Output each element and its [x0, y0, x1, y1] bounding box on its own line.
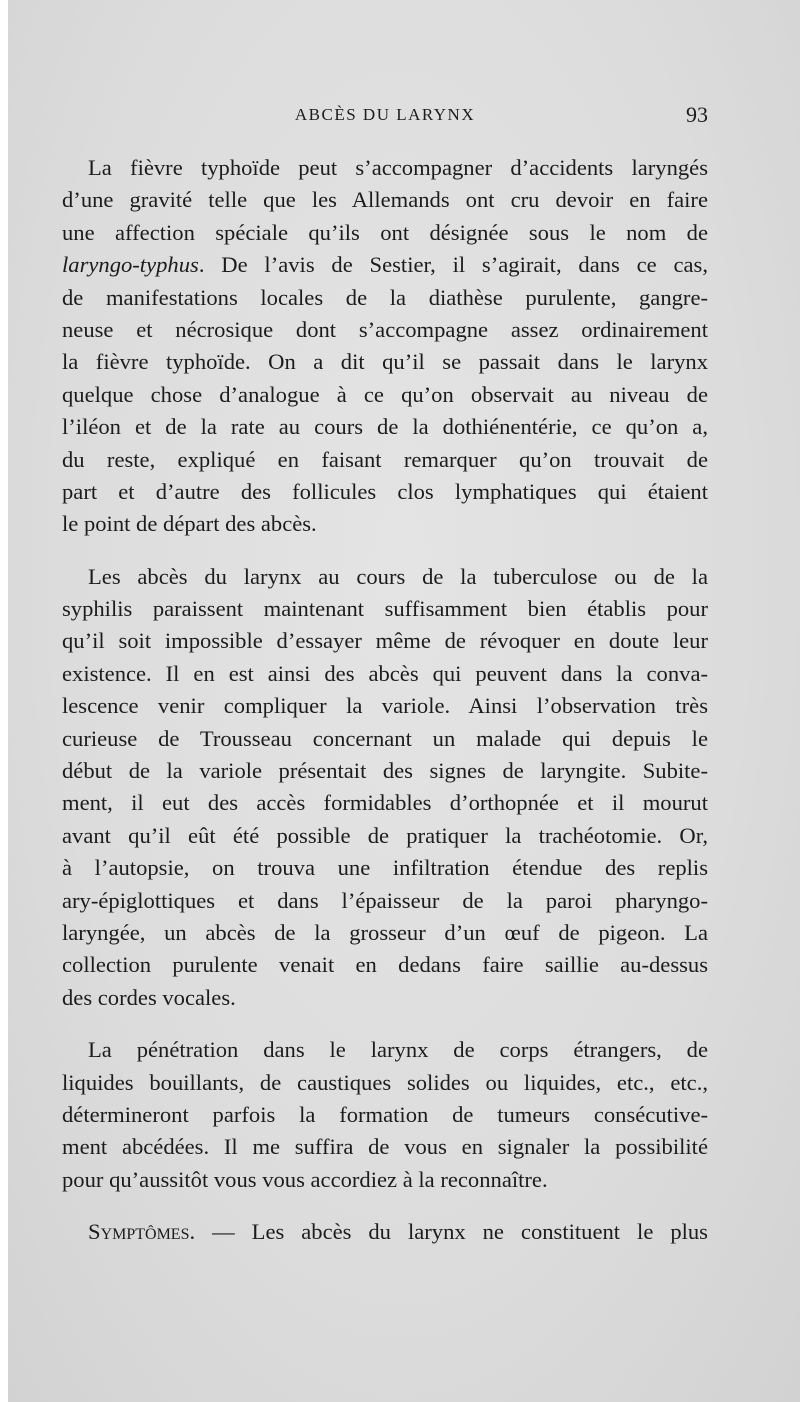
body-text [62, 152, 708, 1269]
text-line: ment, il eut des accès formidables d’orthopnée et il mourut [62, 790, 708, 816]
text-line: existence. Il en est ainsi des abcès qui peuvent dans la conva- [62, 660, 708, 686]
text-line: de manifestations locales de la diathèse purulente, gangre- [62, 284, 708, 310]
text-line: laryngée, un abcès de la grosseur d’un œuf de pigeon. La [62, 919, 708, 945]
text-line: détermineront parfois la formation de tumeurs consécutive- [62, 1101, 708, 1127]
text-fragment: . De l’avis de Sestier, il s’agirait, dans ce cas, [198, 252, 708, 278]
text-line: le point de départ des abcès. [62, 511, 317, 537]
paragraph-symptoms [62, 1216, 708, 1248]
text-line: la fièvre typhoïde. On a dit qu’il se passait dans le larynx [62, 349, 708, 375]
text-line: neuse et nécrosique dont s’accompagne assez ordinairement [62, 316, 708, 342]
text-line: quelque chose d’analogue à ce qu’on observait au niveau de [62, 381, 708, 407]
paragraph-foreign-bodies [62, 1034, 708, 1196]
text-line: d’une gravité telle que les Allemands ont cru devoir en faire [62, 187, 708, 213]
text-line: La fièvre typhoïde peut s’accompagner d’accidents laryngés [88, 155, 708, 180]
running-title: ABCÈS DU LARYNX [294, 105, 476, 124]
text-line: curieuse de Trousseau concernant un malade qui depuis le [62, 725, 708, 751]
text-line: Les abcès du larynx au cours de la tuberculose ou de la [88, 563, 708, 589]
text-line: du reste, expliqué en faisant remarquer qu’on trouvait de [62, 446, 708, 472]
section-lead: Symptômes. — [88, 1219, 235, 1245]
text-line: collection purulente venait en dedans faire saillie au-dessus [62, 952, 708, 978]
text-line: lescence venir compliquer la variole. Ainsi l’observation très [62, 693, 708, 719]
text-line: une affection spéciale qu’ils ont désignée sous le nom de [62, 219, 708, 245]
text-line: pour qu’aussitôt vous vous accordiez à la reconnaître. [62, 1166, 548, 1192]
italic-term: laryngo-typhus [62, 252, 199, 278]
text-line: des cordes vocales. [62, 984, 236, 1010]
text-line: ary-épiglottiques et dans l’épaisseur de la paroi pharyngo- [62, 887, 708, 913]
text-line-symptoms [62, 1216, 708, 1248]
text-line: qu’il soit impossible d’essayer même de révoquer en doute leur [62, 628, 708, 654]
page-number: 93 [686, 102, 708, 127]
text-line: à l’autopsie, on trouva une infiltration étendue des replis [62, 855, 708, 881]
text-line: part et d’autre des follicules clos lymphatiques qui étaient [62, 478, 708, 504]
paragraph-tuberculosis [62, 561, 708, 1014]
text-line: avant qu’il eût été possible de pratiquer la trachéotomie. Or, [62, 822, 708, 848]
text-line-italic [62, 249, 708, 281]
scan-margin [0, 0, 8, 1402]
text-fragment: Les abcès du larynx ne constituent le plus [234, 1219, 708, 1245]
text-line: syphilis paraissent maintenant suffisamment bien établis pour [62, 596, 708, 622]
text-line: ment abcédées. Il me suffira de vous en signaler la possibilité [62, 1134, 708, 1160]
running-head [62, 100, 708, 130]
paragraph-typhoid [62, 152, 708, 541]
text-line: La pénétration dans le larynx de corps étrangers, de [88, 1037, 708, 1063]
text-line: liquides bouillants, de caustiques solides ou liquides, etc., etc., [62, 1069, 708, 1095]
text-line: l’iléon et de la rate au cours de la dothiénentérie, ce qu’on a, [62, 414, 708, 440]
text-line: début de la variole présentait des signes de laryngite. Subite- [62, 758, 708, 784]
